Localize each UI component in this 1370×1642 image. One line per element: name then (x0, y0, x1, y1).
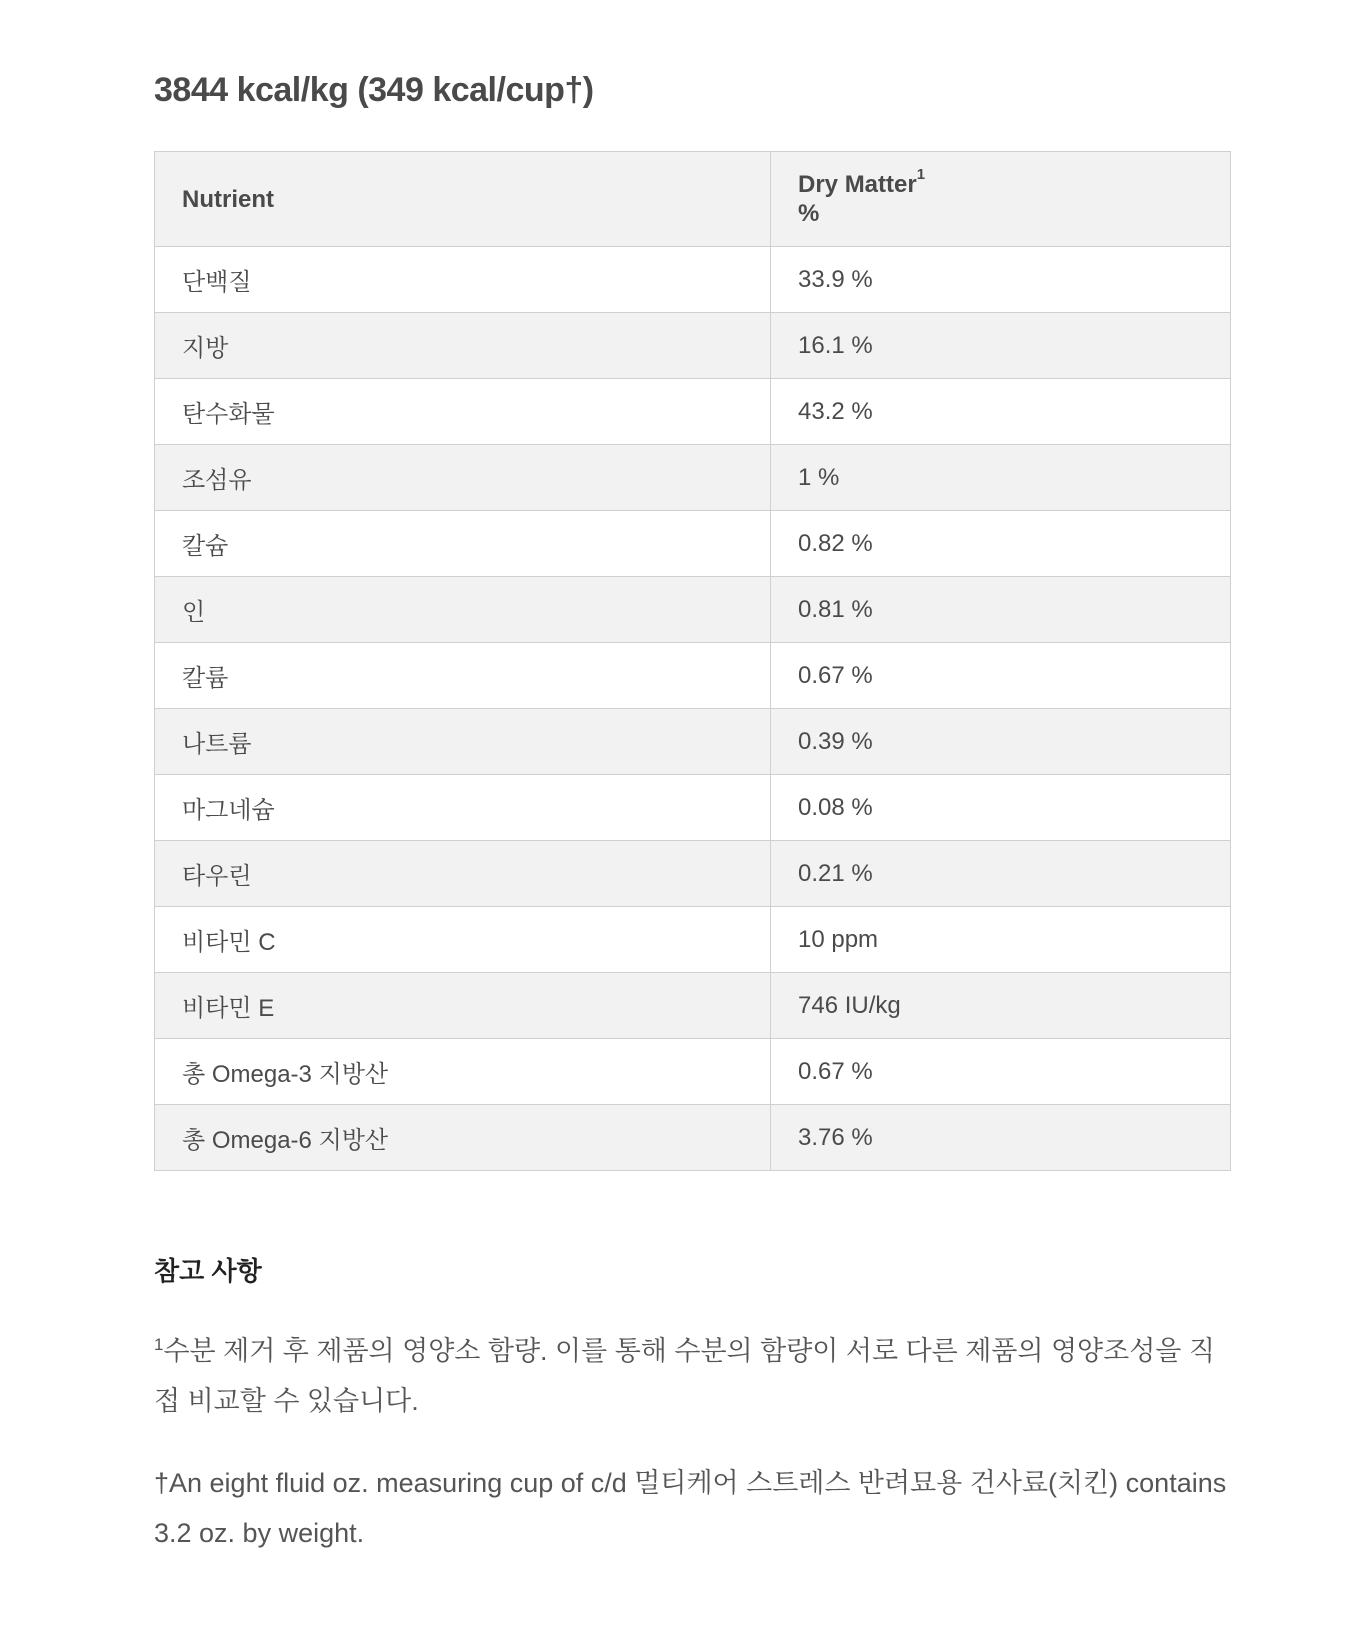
nutrient-value-cell: 1 % (771, 445, 1231, 511)
table-row (155, 775, 1231, 841)
nutrient-name-cell: 비타민 E (155, 973, 771, 1039)
notes-title: 참고 사항 (154, 1256, 262, 1286)
nutrient-column-header (155, 152, 771, 247)
table-row (155, 1105, 1231, 1171)
table-row (155, 379, 1231, 445)
nutrient-value-cell: 0.81 % (771, 577, 1231, 643)
nutrient-name-cell: 조섬유 (155, 445, 771, 511)
table-row (155, 643, 1231, 709)
table-row (155, 841, 1231, 907)
nutrient-name-cell: 마그네슘 (155, 775, 771, 841)
nutrient-name-cell: 총 Omega-3 지방산 (155, 1039, 771, 1105)
calorie-content-heading: 3844 kcal/kg (349 kcal/cup†) (154, 71, 594, 109)
nutrient-name-cell: 인 (155, 577, 771, 643)
footnote-marker: 1 (916, 166, 926, 183)
dry-matter-header-label: Dry Matter (798, 171, 917, 198)
nutrient-name-cell: 칼슘 (155, 511, 771, 577)
table-row (155, 313, 1231, 379)
table-row (155, 973, 1231, 1039)
table-row (155, 511, 1231, 577)
nutrient-value-cell: 0.21 % (771, 841, 1231, 907)
nutrient-value-cell: 10 ppm (771, 907, 1231, 973)
nutrient-value-cell: 33.9 % (771, 247, 1231, 313)
nutrient-value-cell: 0.67 % (771, 643, 1231, 709)
table-row (155, 247, 1231, 313)
nutrient-name-cell: 칼륨 (155, 643, 771, 709)
nutrient-name-cell: 총 Omega-6 지방산 (155, 1105, 771, 1171)
nutrient-name-cell: 탄수화물 (155, 379, 771, 445)
nutrient-name-cell: 비타민 C (155, 907, 771, 973)
table-row (155, 907, 1231, 973)
footnote-text: 수분 제거 후 제품의 영양소 함량. 이를 통해 수분의 함량이 서로 다른 제품의 영양조성을 직접 비교할 수 있습니다. (154, 1336, 1215, 1416)
footnote-marker: 1 (154, 1335, 164, 1354)
nutrient-value-cell: 0.82 % (771, 511, 1231, 577)
table-row (155, 577, 1231, 643)
nutrient-name-cell: 지방 (155, 313, 771, 379)
nutrient-name-cell: 나트륨 (155, 709, 771, 775)
footnote-cup-measure: †An eight fluid oz. measuring cup of c/d 멀티케어 스트레스 반려묘용 건사료(치킨) contains 3.2 oz. by weight. (154, 1468, 1227, 1548)
nutrient-name-cell: 단백질 (155, 247, 771, 313)
nutrient-value-cell: 0.67 % (771, 1039, 1231, 1105)
nutrient-value-cell: 746 IU/kg (771, 973, 1231, 1039)
table-header-row (155, 152, 1231, 247)
dry-matter-unit: % (798, 200, 820, 227)
nutrient-value-cell: 16.1 % (771, 313, 1231, 379)
table-row (155, 1039, 1231, 1105)
table-row (155, 445, 1231, 511)
nutrient-name-cell: 타우린 (155, 841, 771, 907)
table-row (155, 709, 1231, 775)
nutrient-value-cell: 43.2 % (771, 379, 1231, 445)
nutrient-value-cell: 0.08 % (771, 775, 1231, 841)
nutrient-header-label: Nutrient (182, 185, 274, 213)
nutrient-value-cell: 0.39 % (771, 709, 1231, 775)
nutrient-value-cell: 3.76 % (771, 1105, 1231, 1171)
footnote-dry-matter (154, 1326, 1234, 1426)
nutrient-table (154, 151, 1231, 1171)
dry-matter-column-header (771, 152, 1231, 247)
